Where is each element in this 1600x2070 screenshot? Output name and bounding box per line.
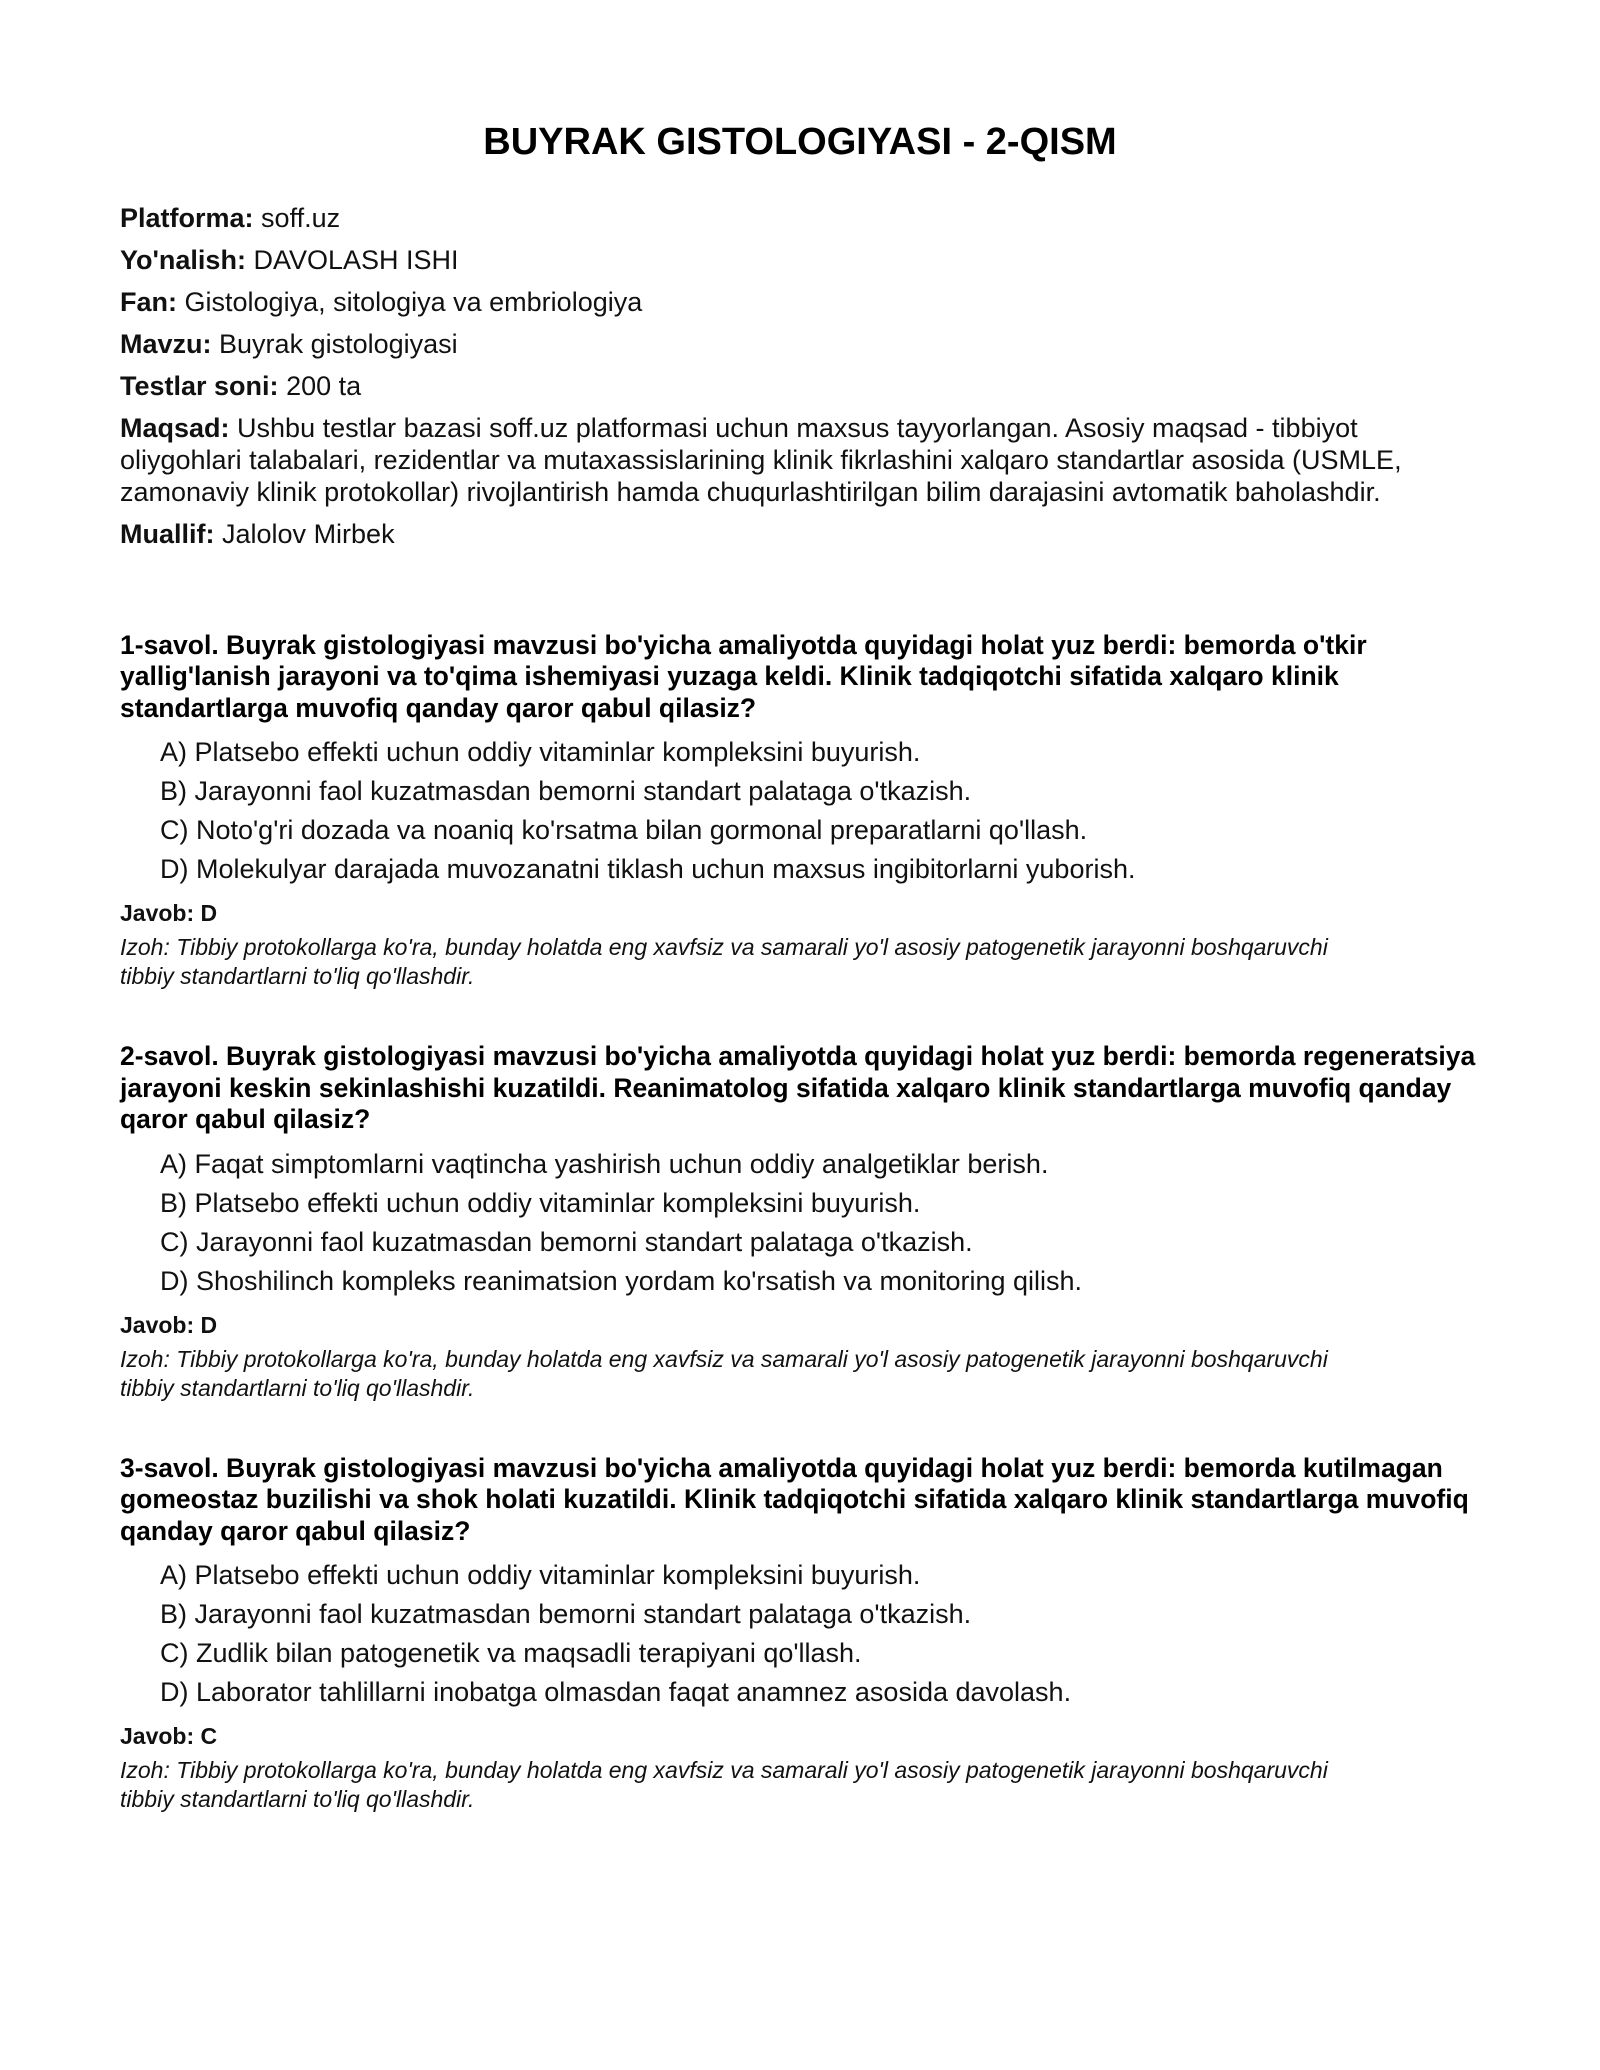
- question-text: 3-savol. Buyrak gistologiyasi mavzusi bo'yicha amaliyotda quyidagi holat yuz berdi: bemorda kutilmagan gomeostaz buzilishi va shok holati kuzatildi. Klinik tadqiqotchi sifatida xalqaro klinik standartlarga muvofiq qanday qaror qabul qilasiz?: [120, 1452, 1469, 1546]
- meta-topic: [120, 328, 1480, 360]
- meta-subject-label: Fan:: [120, 286, 177, 317]
- option-d: D) Shoshilinch kompleks reanimatsion yordam ko'rsatish va monitoring qilish.: [160, 1265, 1083, 1296]
- meta-section: [120, 202, 1480, 550]
- question-3: [120, 1453, 1480, 1815]
- meta-platform-value: soff.uz: [261, 202, 341, 233]
- option-b: B) Platsebo effekti uchun oddiy vitaminlar kompleksini buyurish.: [160, 1187, 921, 1218]
- option-d: D) Molekulyar darajada muvozanatni tiklash uchun maxsus ingibitorlarni yuborish.: [160, 854, 1136, 885]
- meta-platform: [120, 202, 1480, 234]
- option-a: A) Faqat simptomlarni vaqtincha yashirish uchun oddiy analgetiklar berish.: [160, 1148, 1049, 1179]
- meta-platform-label: Platforma:: [120, 202, 254, 233]
- question-1: [120, 630, 1480, 992]
- meta-direction: [120, 244, 1480, 276]
- answer-label: Javob: D: [120, 1311, 218, 1338]
- meta-author-label: Muallif:: [120, 518, 215, 549]
- meta-purpose-label: Maqsad:: [120, 412, 230, 443]
- meta-purpose-value: Ushbu testlar bazasi soff.uz platformasi uchun maxsus tayyorlangan. Asosiy maqsad - tibbiyot oliygohlari talabalari, rezidentlar va mutaxassislarining klinik fikrlashini xalqaro standartlar asosida (USMLE, zamonaviy klinik protokollar) rivojlantirish hamda chuqurlashtirilgan bilim darajasini avtomatik baholashdir.: [120, 412, 1402, 507]
- option-c: C) Jarayonni faol kuzatmasdan bemorni standart palataga o'tkazish.: [160, 1226, 973, 1257]
- option-a: A) Platsebo effekti uchun oddiy vitaminlar kompleksini buyurish.: [160, 737, 921, 768]
- meta-topic-value: Buyrak gistologiyasi: [219, 328, 458, 359]
- option-b: B) Jarayonni faol kuzatmasdan bemorni standart palataga o'tkazish.: [160, 776, 972, 807]
- meta-author: [120, 518, 1480, 550]
- document-page: [120, 120, 1480, 1864]
- meta-subject-value: Gistologiya, sitologiya va embriologiya: [184, 286, 643, 317]
- questions-list: [120, 630, 1480, 1815]
- answer-label: Javob: D: [120, 900, 218, 927]
- meta-test-count-label: Testlar soni:: [120, 370, 279, 401]
- option-c: C) Noto'g'ri dozada va noaniq ko'rsatma bilan gormonal preparatlarni qo'llash.: [160, 815, 1088, 846]
- options-list: [120, 1559, 1480, 1708]
- options-list: [120, 1148, 1480, 1297]
- answer-label: Javob: C: [120, 1723, 218, 1750]
- options-list: [120, 736, 1480, 885]
- meta-test-count: [120, 370, 1480, 402]
- option-a: A) Platsebo effekti uchun oddiy vitaminlar kompleksini buyurish.: [160, 1560, 921, 1591]
- meta-direction-value: DAVOLASH ISHI: [253, 244, 459, 275]
- explanation-text: Izoh: Tibbiy protokollarga ko'ra, bunday holatda eng xavfsiz va samarali yo'l asosiy patogenetik jarayonni boshqaruvchi tibbiy standartlarni to'liq qo'llashdir.: [120, 1345, 1328, 1401]
- meta-topic-label: Mavzu:: [120, 328, 212, 359]
- question-2: [120, 1041, 1480, 1403]
- meta-author-value: Jalolov Mirbek: [222, 518, 395, 549]
- option-d: D) Laborator tahlillarni inobatga olmasdan faqat anamnez asosida davolash.: [160, 1677, 1072, 1708]
- option-c: C) Zudlik bilan patogenetik va maqsadli terapiyani qo'llash.: [160, 1638, 862, 1669]
- page-title: BUYRAK GISTOLOGIYASI - 2-QISM: [483, 121, 1117, 163]
- option-b: B) Jarayonni faol kuzatmasdan bemorni standart palataga o'tkazish.: [160, 1599, 972, 1630]
- meta-purpose: [120, 412, 1480, 508]
- meta-test-count-value: 200 ta: [286, 370, 362, 401]
- question-text: 1-savol. Buyrak gistologiyasi mavzusi bo'yicha amaliyotda quyidagi holat yuz berdi: bemorda o'tkir yallig'lanish jarayoni va to'qima ishemiyasi yuzaga keldi. Klinik tadqiqotchi sifatida xalqaro klinik standartlarga muvofiq qanday qaror qabul qilasiz?: [120, 629, 1367, 723]
- meta-subject: [120, 286, 1480, 318]
- question-text: 2-savol. Buyrak gistologiyasi mavzusi bo'yicha amaliyotda quyidagi holat yuz berdi: bemorda regeneratsiya jarayoni keskin sekinlashishi kuzatildi. Reanimatolog sifatida xalqaro klinik standartlarga muvofiq qanday qaror qabul qilasiz?: [120, 1041, 1476, 1135]
- meta-direction-label: Yo'nalish:: [120, 244, 246, 275]
- explanation-text: Izoh: Tibbiy protokollarga ko'ra, bunday holatda eng xavfsiz va samarali yo'l asosiy patogenetik jarayonni boshqaruvchi tibbiy standartlarni to'liq qo'llashdir.: [120, 934, 1328, 990]
- explanation-text: Izoh: Tibbiy protokollarga ko'ra, bunday holatda eng xavfsiz va samarali yo'l asosiy patogenetik jarayonni boshqaruvchi tibbiy standartlarni to'liq qo'llashdir.: [120, 1757, 1328, 1813]
